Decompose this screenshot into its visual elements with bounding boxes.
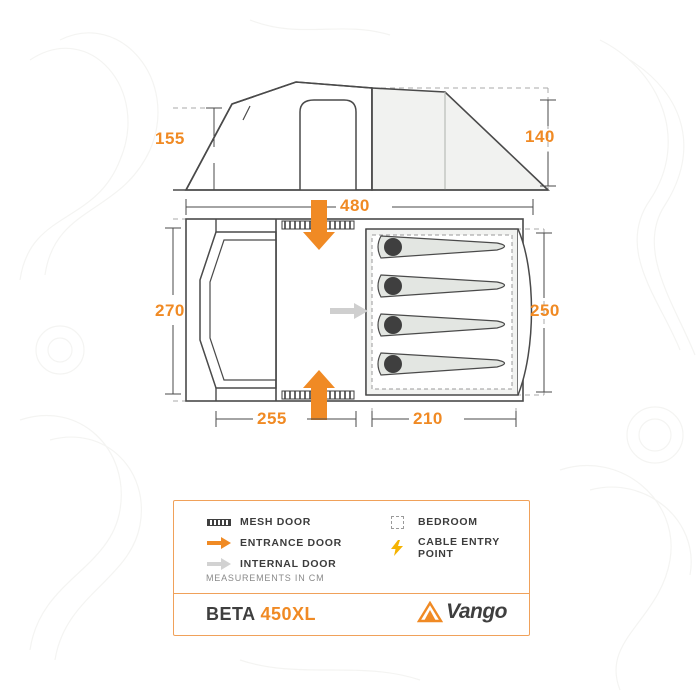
legend-label-internal-door: INTERNAL DOOR bbox=[240, 558, 337, 570]
legend-item-mesh-door bbox=[206, 515, 311, 529]
legend-label-bedroom: BEDROOM bbox=[418, 516, 478, 528]
brand-name: Vango bbox=[446, 600, 507, 623]
dimension-label-140: 140 bbox=[525, 127, 555, 146]
legend-panel bbox=[173, 500, 530, 636]
dimension-label-255: 255 bbox=[257, 409, 287, 428]
model-name-prefix: BETA bbox=[206, 604, 261, 624]
legend-item-entrance-door bbox=[206, 536, 342, 550]
dimension-210-line bbox=[372, 411, 516, 427]
mesh-door-icon bbox=[206, 515, 232, 529]
entrance-door-arrow-icon bbox=[206, 536, 232, 550]
legend-divider bbox=[174, 593, 529, 594]
dimension-label-210: 210 bbox=[413, 409, 443, 428]
elevation-door bbox=[300, 100, 356, 190]
dimension-label-480: 480 bbox=[340, 196, 370, 215]
brand-logo bbox=[417, 600, 507, 624]
cable-entry-bolt-icon bbox=[384, 541, 410, 555]
dimension-label-250: 250 bbox=[530, 301, 560, 320]
dimension-label-270: 270 bbox=[155, 301, 185, 320]
model-name bbox=[206, 604, 316, 625]
legend-item-internal-door bbox=[206, 557, 336, 571]
legend-item-cable-entry bbox=[384, 536, 529, 560]
legend-label-mesh-door: MESH DOOR bbox=[240, 516, 312, 528]
legend-label-entrance-door: ENTRANCE DOOR bbox=[240, 537, 342, 549]
legend-item-bedroom bbox=[384, 515, 478, 529]
measurement-note: MEASUREMENTS IN CM bbox=[206, 573, 325, 583]
bedroom-box-icon bbox=[384, 515, 410, 529]
vango-mountain-icon bbox=[417, 601, 443, 623]
internal-door-arrow-icon bbox=[206, 557, 232, 571]
internal-door-arrow bbox=[330, 303, 368, 319]
elevation-bedroom-section bbox=[372, 88, 548, 190]
dimension-label-155: 155 bbox=[155, 129, 185, 148]
legend-label-cable-entry: CABLE ENTRY POINT bbox=[418, 536, 500, 560]
model-name-suffix: 450XL bbox=[260, 604, 317, 624]
